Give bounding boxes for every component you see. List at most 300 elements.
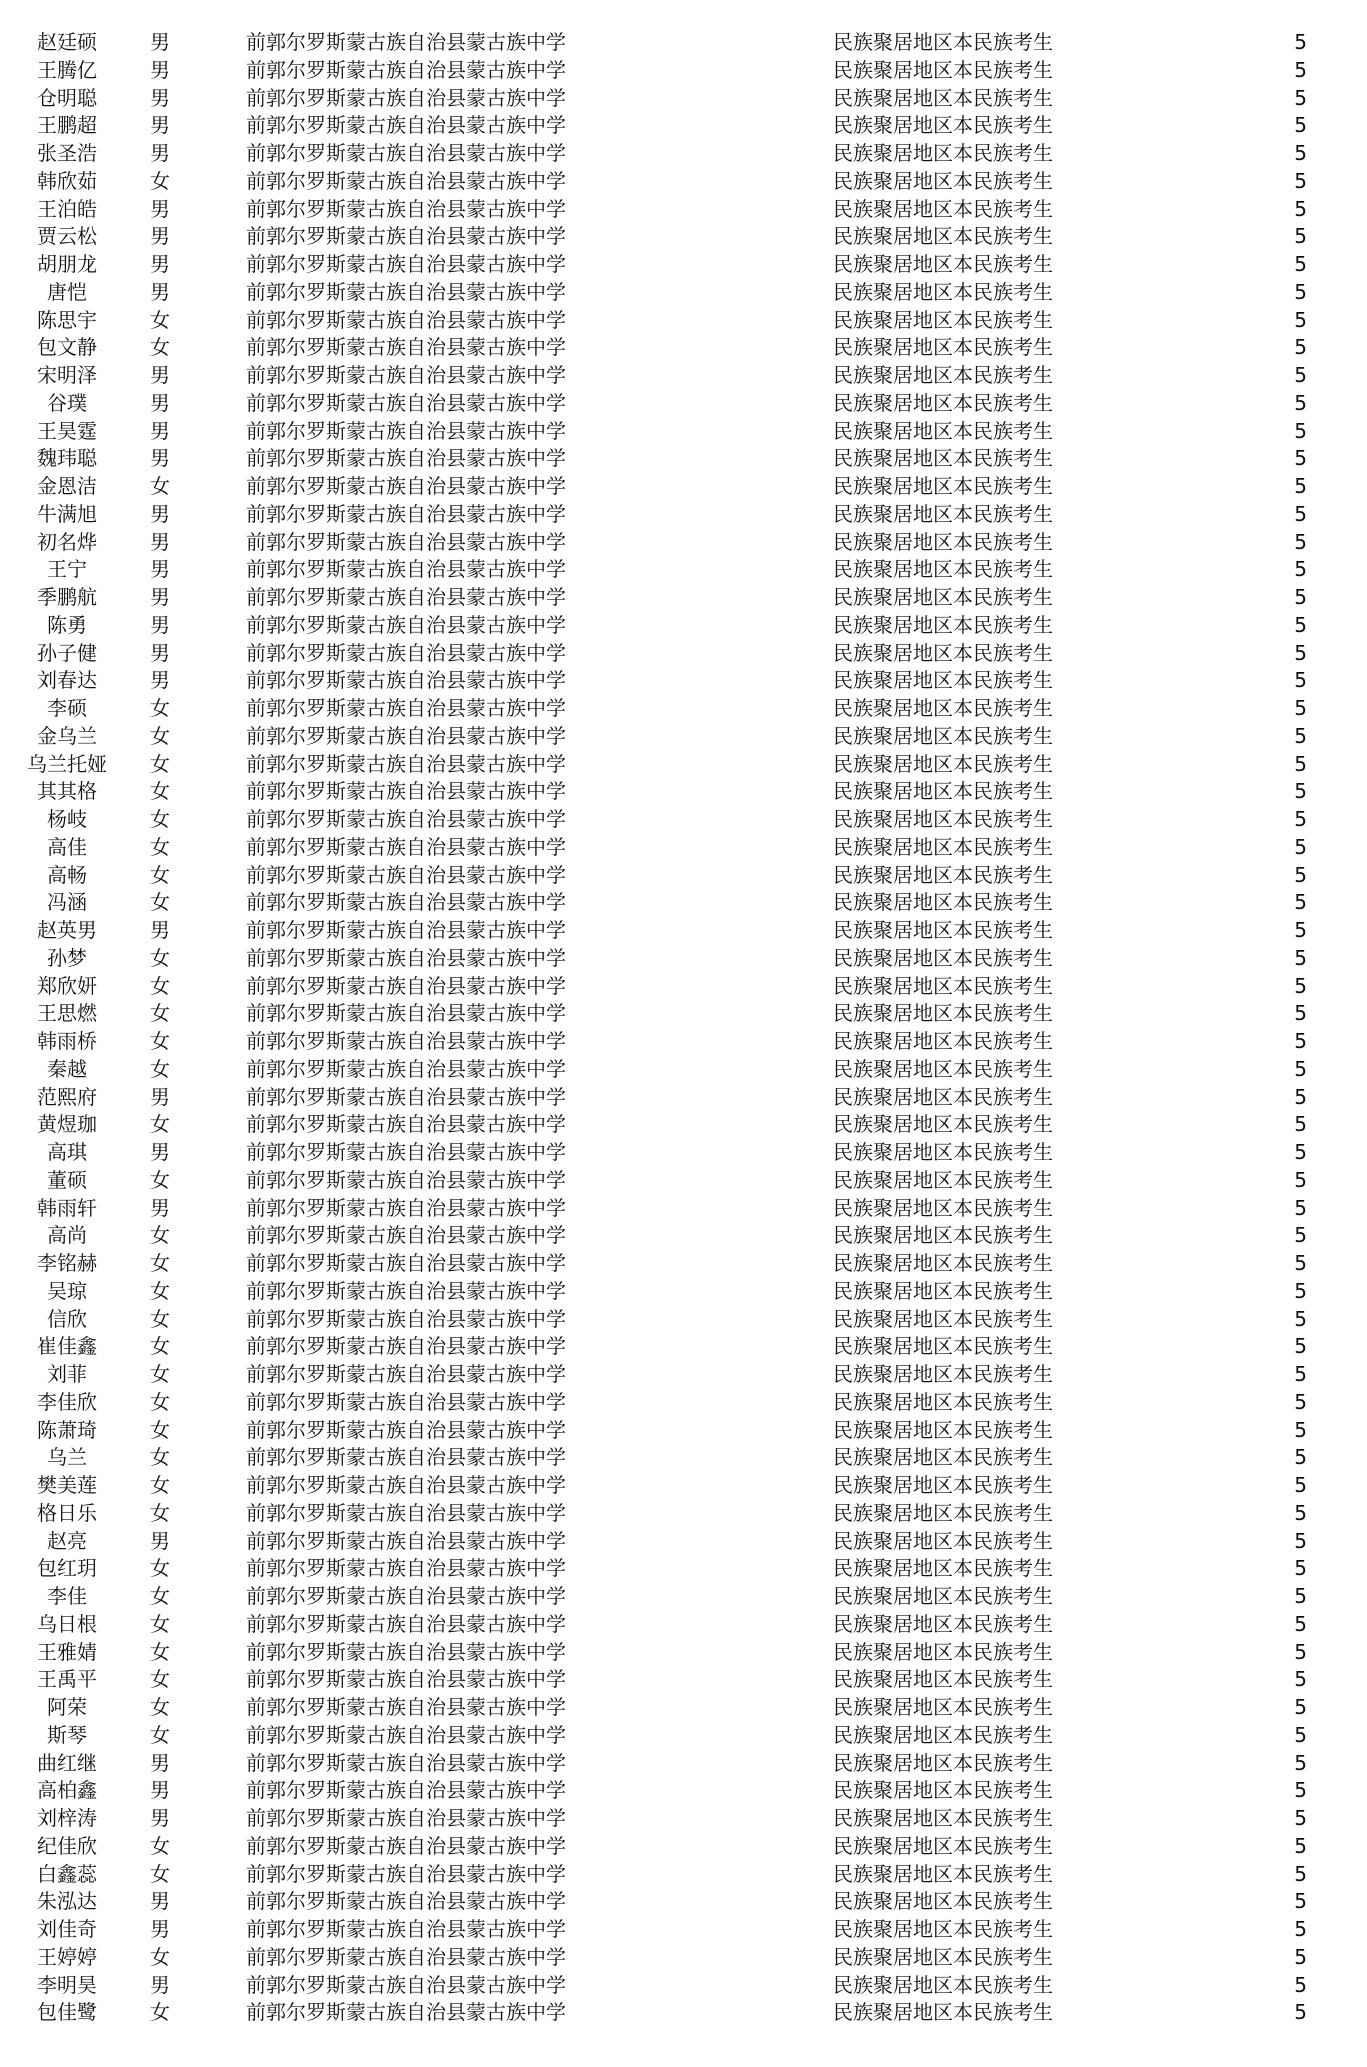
- school-name: 前郭尔罗斯蒙古族自治县蒙古族中学: [246, 890, 566, 915]
- school-name: 前郭尔罗斯蒙古族自治县蒙古族中学: [246, 279, 566, 304]
- exam-category: 民族聚居地区本民族考生: [833, 390, 1053, 415]
- school-name: 前郭尔罗斯蒙古族自治县蒙古族中学: [246, 1611, 566, 1636]
- student-gender: 女: [150, 335, 170, 360]
- exam-category: 民族聚居地区本民族考生: [833, 1639, 1053, 1664]
- student-gender: 男: [150, 668, 170, 693]
- student-gender: 男: [150, 1140, 170, 1164]
- school-name: 前郭尔罗斯蒙古族自治县蒙古族中学: [246, 2000, 566, 2025]
- student-name: 李佳欣: [37, 1389, 97, 1414]
- student-gender: 男: [150, 1084, 170, 1109]
- student-name: 赵亮: [47, 1528, 87, 1553]
- table-row: [0, 1583, 1367, 1611]
- school-name: 前郭尔罗斯蒙古族自治县蒙古族中学: [246, 640, 566, 665]
- school-name: 前郭尔罗斯蒙古族自治县蒙古族中学: [246, 168, 566, 193]
- student-gender: 女: [150, 1389, 170, 1414]
- bonus-score: 5: [1294, 612, 1307, 637]
- student-gender: 女: [150, 1306, 170, 1331]
- student-gender: 女: [150, 1639, 170, 1664]
- school-name: 前郭尔罗斯蒙古族自治县蒙古族中学: [246, 1473, 566, 1497]
- student-name: 范熙府: [37, 1084, 97, 1109]
- exam-category: 民族聚居地区本民族考生: [833, 224, 1053, 249]
- student-name: 贾云松: [37, 224, 97, 249]
- student-name: 孙梦: [47, 945, 87, 970]
- student-name: 陈萧琦: [37, 1417, 97, 1442]
- exam-category: 民族聚居地区本民族考生: [833, 1722, 1053, 1747]
- student-gender: 男: [150, 113, 170, 138]
- student-gender: 女: [150, 1611, 170, 1636]
- student-name: 纪佳欣: [37, 1833, 97, 1858]
- bonus-score: 5: [1294, 196, 1307, 221]
- bonus-score: 5: [1294, 1750, 1307, 1775]
- exam-category: 民族聚居地区本民族考生: [833, 668, 1053, 693]
- student-name: 斯琴: [47, 1722, 87, 1747]
- bonus-score: 5: [1294, 113, 1307, 138]
- student-name: 乌日根: [37, 1611, 97, 1636]
- exam-category: 民族聚居地区本民族考生: [833, 723, 1053, 748]
- school-name: 前郭尔罗斯蒙古族自治县蒙古族中学: [246, 1084, 566, 1109]
- table-row: [0, 1250, 1367, 1278]
- student-name: 格日乐: [37, 1500, 97, 1525]
- student-gender: 女: [150, 1334, 170, 1359]
- student-name: 吴琼: [47, 1278, 87, 1303]
- school-name: 前郭尔罗斯蒙古族自治县蒙古族中学: [246, 973, 566, 998]
- bonus-score: 5: [1294, 1584, 1307, 1608]
- student-gender: 男: [150, 612, 170, 637]
- student-gender: 男: [150, 30, 170, 54]
- exam-category: 民族聚居地区本民族考生: [833, 474, 1053, 498]
- student-name: 金恩洁: [37, 474, 97, 498]
- student-gender: 女: [150, 1112, 170, 1137]
- student-name: 王昊霆: [37, 418, 97, 443]
- school-name: 前郭尔罗斯蒙古族自治县蒙古族中学: [246, 1528, 566, 1553]
- student-name: 王泊皓: [37, 196, 97, 221]
- exam-category: 民族聚居地区本民族考生: [833, 807, 1053, 831]
- table-row: [0, 1195, 1367, 1223]
- bonus-score: 5: [1294, 1556, 1307, 1581]
- table-row: [0, 945, 1367, 973]
- bonus-score: 5: [1294, 1944, 1307, 1969]
- school-name: 前郭尔罗斯蒙古族自治县蒙古族中学: [246, 446, 566, 471]
- school-name: 前郭尔罗斯蒙古族自治县蒙古族中学: [246, 1417, 566, 1442]
- student-gender: 男: [150, 57, 170, 82]
- student-name: 李明昊: [37, 1972, 97, 1997]
- student-name: 刘菲: [47, 1362, 87, 1386]
- student-name: 韩雨桥: [37, 1029, 97, 1053]
- student-name: 高佳: [47, 834, 87, 859]
- bonus-score: 5: [1294, 1278, 1307, 1303]
- bonus-score: 5: [1294, 390, 1307, 415]
- student-name: 胡朋龙: [37, 252, 97, 276]
- student-gender: 女: [150, 1223, 170, 1248]
- table-row: [0, 806, 1367, 834]
- bonus-score: 5: [1294, 1417, 1307, 1442]
- bonus-score: 5: [1294, 529, 1307, 554]
- school-name: 前郭尔罗斯蒙古族自治县蒙古族中学: [246, 1778, 566, 1803]
- exam-category: 民族聚居地区本民族考生: [833, 363, 1053, 387]
- student-gender: 女: [150, 1500, 170, 1525]
- student-gender: 男: [150, 1917, 170, 1941]
- bonus-score: 5: [1294, 1306, 1307, 1331]
- student-name: 郑欣妍: [37, 973, 97, 998]
- table-row: [0, 1500, 1367, 1528]
- bonus-score: 5: [1294, 1917, 1307, 1941]
- table-row: [0, 1916, 1367, 1944]
- table-row: [0, 862, 1367, 890]
- student-gender: 女: [150, 1001, 170, 1026]
- table-row: [0, 1084, 1367, 1112]
- table-row: [0, 1694, 1367, 1722]
- student-name: 李佳: [47, 1584, 87, 1608]
- exam-category: 民族聚居地区本民族考生: [833, 335, 1053, 360]
- exam-category: 民族聚居地区本民族考生: [833, 1334, 1053, 1359]
- school-name: 前郭尔罗斯蒙古族自治县蒙古族中学: [246, 1667, 566, 1692]
- bonus-score: 5: [1294, 1889, 1307, 1914]
- table-row: [0, 1805, 1367, 1833]
- student-gender: 女: [150, 1473, 170, 1497]
- exam-category: 民族聚居地区本民族考生: [833, 1778, 1053, 1803]
- student-name: 董硕: [47, 1167, 87, 1192]
- bonus-score: 5: [1294, 224, 1307, 249]
- school-name: 前郭尔罗斯蒙古族自治县蒙古族中学: [246, 1584, 566, 1608]
- school-name: 前郭尔罗斯蒙古族自治县蒙古族中学: [246, 862, 566, 887]
- school-name: 前郭尔罗斯蒙古族自治县蒙古族中学: [246, 390, 566, 415]
- exam-category: 民族聚居地区本民族考生: [833, 1528, 1053, 1553]
- exam-category: 民族聚居地区本民族考生: [833, 501, 1053, 526]
- student-name: 崔佳鑫: [37, 1334, 97, 1359]
- student-gender: 男: [150, 501, 170, 526]
- table-row: [0, 778, 1367, 806]
- table-row: [0, 334, 1367, 362]
- bonus-score: 5: [1294, 1500, 1307, 1525]
- student-name: 陈思宇: [37, 307, 97, 332]
- table-row: [0, 1777, 1367, 1805]
- bonus-score: 5: [1294, 335, 1307, 360]
- school-name: 前郭尔罗斯蒙古族自治县蒙古族中学: [246, 1334, 566, 1359]
- school-name: 前郭尔罗斯蒙古族自治县蒙古族中学: [246, 1029, 566, 1053]
- school-name: 前郭尔罗斯蒙古族自治县蒙古族中学: [246, 918, 566, 942]
- exam-category: 民族聚居地区本民族考生: [833, 1278, 1053, 1303]
- table-row: [0, 889, 1367, 917]
- bonus-score: 5: [1294, 751, 1307, 776]
- student-gender: 女: [150, 1417, 170, 1442]
- exam-category: 民族聚居地区本民族考生: [833, 141, 1053, 165]
- student-name: 刘春达: [37, 668, 97, 693]
- bonus-score: 5: [1294, 1084, 1307, 1109]
- student-gender: 男: [150, 85, 170, 110]
- exam-category: 民族聚居地区本民族考生: [833, 1972, 1053, 1997]
- student-name: 张圣浩: [37, 141, 97, 165]
- exam-category: 民族聚居地区本民族考生: [833, 640, 1053, 665]
- school-name: 前郭尔罗斯蒙古族自治县蒙古族中学: [246, 196, 566, 221]
- table-row: [0, 473, 1367, 501]
- exam-category: 民族聚居地区本民族考生: [833, 1695, 1053, 1719]
- exam-category: 民族聚居地区本民族考生: [833, 1667, 1053, 1692]
- student-gender: 女: [150, 1251, 170, 1275]
- student-name: 刘梓涛: [37, 1806, 97, 1830]
- student-name: 唐恺: [47, 279, 87, 304]
- bonus-score: 5: [1294, 474, 1307, 498]
- school-name: 前郭尔罗斯蒙古族自治县蒙古族中学: [246, 1944, 566, 1969]
- student-name: 高柏鑫: [37, 1778, 97, 1803]
- student-name: 高畅: [47, 862, 87, 887]
- school-name: 前郭尔罗斯蒙古族自治县蒙古族中学: [246, 807, 566, 831]
- school-name: 前郭尔罗斯蒙古族自治县蒙古族中学: [246, 1223, 566, 1248]
- school-name: 前郭尔罗斯蒙古族自治县蒙古族中学: [246, 307, 566, 332]
- table-row: [0, 279, 1367, 307]
- table-row: [0, 1111, 1367, 1139]
- student-name: 王禹平: [37, 1667, 97, 1692]
- student-name: 赵廷硕: [37, 30, 97, 54]
- student-name: 包文静: [37, 335, 97, 360]
- exam-category: 民族聚居地区本民族考生: [833, 2000, 1053, 2025]
- exam-category: 民族聚居地区本民族考生: [833, 1306, 1053, 1331]
- student-name: 高琪: [47, 1140, 87, 1164]
- exam-category: 民族聚居地区本民族考生: [833, 1750, 1053, 1775]
- student-gender: 男: [150, 529, 170, 554]
- table-row: [0, 307, 1367, 335]
- table-row: [0, 85, 1367, 113]
- bonus-score: 5: [1294, 418, 1307, 443]
- student-name: 黄煜珈: [37, 1112, 97, 1137]
- student-name: 曲红继: [37, 1750, 97, 1775]
- student-name: 包佳鹭: [37, 2000, 97, 2025]
- table-row: [0, 1444, 1367, 1472]
- student-gender: 女: [150, 1556, 170, 1581]
- student-name: 韩欣茹: [37, 168, 97, 193]
- bonus-score: 5: [1294, 1695, 1307, 1719]
- exam-category: 民族聚居地区本民族考生: [833, 1112, 1053, 1137]
- bonus-score: 5: [1294, 723, 1307, 748]
- bonus-score: 5: [1294, 1056, 1307, 1081]
- exam-category: 民族聚居地区本民族考生: [833, 862, 1053, 887]
- school-name: 前郭尔罗斯蒙古族自治县蒙古族中学: [246, 779, 566, 804]
- student-name: 韩雨轩: [37, 1195, 97, 1220]
- school-name: 前郭尔罗斯蒙古族自治县蒙古族中学: [246, 335, 566, 360]
- student-name: 王婷婷: [37, 1944, 97, 1969]
- exam-category: 民族聚居地区本民族考生: [833, 890, 1053, 915]
- school-name: 前郭尔罗斯蒙古族自治县蒙古族中学: [246, 1389, 566, 1414]
- exam-category: 民族聚居地区本民族考生: [833, 1195, 1053, 1220]
- exam-category: 民族聚居地区本民族考生: [833, 168, 1053, 193]
- student-gender: 男: [150, 640, 170, 665]
- bonus-score: 5: [1294, 85, 1307, 110]
- exam-category: 民族聚居地区本民族考生: [833, 196, 1053, 221]
- student-name: 阿荣: [47, 1695, 87, 1719]
- bonus-score: 5: [1294, 1611, 1307, 1636]
- student-gender: 女: [150, 1722, 170, 1747]
- school-name: 前郭尔罗斯蒙古族自治县蒙古族中学: [246, 1917, 566, 1941]
- exam-category: 民族聚居地区本民族考生: [833, 1944, 1053, 1969]
- exam-category: 民族聚居地区本民族考生: [833, 751, 1053, 776]
- student-gender: 男: [150, 418, 170, 443]
- student-gender: 女: [150, 1029, 170, 1053]
- bonus-score: 5: [1294, 168, 1307, 193]
- table-row: [0, 1833, 1367, 1861]
- table-row: [0, 1639, 1367, 1667]
- table-row: [0, 612, 1367, 640]
- bonus-score: 5: [1294, 501, 1307, 526]
- student-gender: 女: [150, 973, 170, 998]
- school-name: 前郭尔罗斯蒙古族自治县蒙古族中学: [246, 224, 566, 249]
- bonus-score: 5: [1294, 1639, 1307, 1664]
- table-row: [0, 1972, 1367, 2000]
- exam-category: 民族聚居地区本民族考生: [833, 945, 1053, 970]
- exam-category: 民族聚居地区本民族考生: [833, 529, 1053, 554]
- exam-category: 民族聚居地区本民族考生: [833, 1833, 1053, 1858]
- school-name: 前郭尔罗斯蒙古族自治县蒙古族中学: [246, 1556, 566, 1581]
- table-row: [0, 362, 1367, 390]
- table-row: [0, 917, 1367, 945]
- bonus-score: 5: [1294, 1972, 1307, 1997]
- bonus-score: 5: [1294, 1112, 1307, 1137]
- bonus-score: 5: [1294, 252, 1307, 276]
- table-row: [0, 640, 1367, 668]
- student-gender: 男: [150, 141, 170, 165]
- exam-category: 民族聚居地区本民族考生: [833, 1056, 1053, 1081]
- student-gender: 男: [150, 1806, 170, 1830]
- school-name: 前郭尔罗斯蒙古族自治县蒙古族中学: [246, 252, 566, 276]
- table-row: [0, 140, 1367, 168]
- exam-category: 民族聚居地区本民族考生: [833, 418, 1053, 443]
- school-name: 前郭尔罗斯蒙古族自治县蒙古族中学: [246, 668, 566, 693]
- exam-category: 民族聚居地区本民族考生: [833, 85, 1053, 110]
- school-name: 前郭尔罗斯蒙古族自治县蒙古族中学: [246, 113, 566, 138]
- student-gender: 女: [150, 834, 170, 859]
- school-name: 前郭尔罗斯蒙古族自治县蒙古族中学: [246, 57, 566, 82]
- school-name: 前郭尔罗斯蒙古族自治县蒙古族中学: [246, 1306, 566, 1331]
- bonus-score: 5: [1294, 1861, 1307, 1886]
- table-row: [0, 584, 1367, 612]
- exam-category: 民族聚居地区本民族考生: [833, 113, 1053, 138]
- student-name: 陈勇: [47, 612, 87, 637]
- school-name: 前郭尔罗斯蒙古族自治县蒙古族中学: [246, 1750, 566, 1775]
- student-name: 樊美莲: [37, 1473, 97, 1497]
- table-row: [0, 196, 1367, 224]
- exam-category: 民族聚居地区本民族考生: [833, 1029, 1053, 1053]
- student-name: 牛满旭: [37, 501, 97, 526]
- student-gender: 男: [150, 279, 170, 304]
- school-name: 前郭尔罗斯蒙古族自治县蒙古族中学: [246, 1167, 566, 1192]
- exam-category: 民族聚居地区本民族考生: [833, 696, 1053, 720]
- bonus-score: 5: [1294, 1806, 1307, 1830]
- table-row: [0, 112, 1367, 140]
- table-row: [0, 1528, 1367, 1556]
- student-gender: 男: [150, 390, 170, 415]
- student-name: 高尚: [47, 1223, 87, 1248]
- school-name: 前郭尔罗斯蒙古族自治县蒙古族中学: [246, 1500, 566, 1525]
- bonus-score: 5: [1294, 1445, 1307, 1470]
- school-name: 前郭尔罗斯蒙古族自治县蒙古族中学: [246, 1278, 566, 1303]
- student-gender: 女: [150, 307, 170, 332]
- student-name: 赵英男: [37, 918, 97, 942]
- bonus-score: 5: [1294, 1029, 1307, 1053]
- school-name: 前郭尔罗斯蒙古族自治县蒙古族中学: [246, 696, 566, 720]
- bonus-score: 5: [1294, 279, 1307, 304]
- exam-category: 民族聚居地区本民族考生: [833, 307, 1053, 332]
- school-name: 前郭尔罗斯蒙古族自治县蒙古族中学: [246, 557, 566, 582]
- bonus-score: 5: [1294, 834, 1307, 859]
- table-row: [0, 1222, 1367, 1250]
- bonus-score: 5: [1294, 1833, 1307, 1858]
- bonus-score: 5: [1294, 862, 1307, 887]
- student-name: 信欣: [47, 1306, 87, 1331]
- table-row: [0, 1999, 1367, 2027]
- student-gender: 男: [150, 1528, 170, 1553]
- student-name: 魏玮聪: [37, 446, 97, 471]
- table-row: [0, 1722, 1367, 1750]
- bonus-score: 5: [1294, 973, 1307, 998]
- school-name: 前郭尔罗斯蒙古族自治县蒙古族中学: [246, 474, 566, 498]
- exam-category: 民族聚居地区本民族考生: [833, 1556, 1053, 1581]
- student-gender: 女: [150, 751, 170, 776]
- school-name: 前郭尔罗斯蒙古族自治县蒙古族中学: [246, 1806, 566, 1830]
- school-name: 前郭尔罗斯蒙古族自治县蒙古族中学: [246, 1695, 566, 1719]
- bonus-score: 5: [1294, 585, 1307, 609]
- bonus-score: 5: [1294, 141, 1307, 165]
- bonus-score: 5: [1294, 2000, 1307, 2025]
- table-row: [0, 1028, 1367, 1056]
- school-name: 前郭尔罗斯蒙古族自治县蒙古族中学: [246, 1972, 566, 1997]
- table-row: [0, 695, 1367, 723]
- student-roster-table: [0, 29, 1367, 2027]
- bonus-score: 5: [1294, 640, 1307, 665]
- exam-category: 民族聚居地区本民族考生: [833, 446, 1053, 471]
- student-name: 包红玥: [37, 1556, 97, 1581]
- bonus-score: 5: [1294, 57, 1307, 82]
- exam-category: 民族聚居地区本民族考生: [833, 1362, 1053, 1386]
- student-gender: 男: [150, 1972, 170, 1997]
- exam-category: 民族聚居地区本民族考生: [833, 1140, 1053, 1164]
- table-row: [0, 29, 1367, 57]
- school-name: 前郭尔罗斯蒙古族自治县蒙古族中学: [246, 585, 566, 609]
- student-gender: 女: [150, 1584, 170, 1608]
- exam-category: 民族聚居地区本民族考生: [833, 1611, 1053, 1636]
- school-name: 前郭尔罗斯蒙古族自治县蒙古族中学: [246, 363, 566, 387]
- table-row: [0, 418, 1367, 446]
- student-name: 谷璞: [47, 390, 87, 415]
- school-name: 前郭尔罗斯蒙古族自治县蒙古族中学: [246, 1251, 566, 1275]
- student-gender: 女: [150, 807, 170, 831]
- school-name: 前郭尔罗斯蒙古族自治县蒙古族中学: [246, 723, 566, 748]
- student-gender: 女: [150, 945, 170, 970]
- table-row: [0, 1750, 1367, 1778]
- school-name: 前郭尔罗斯蒙古族自治县蒙古族中学: [246, 529, 566, 554]
- exam-category: 民族聚居地区本民族考生: [833, 918, 1053, 942]
- student-gender: 女: [150, 696, 170, 720]
- student-gender: 男: [150, 585, 170, 609]
- exam-category: 民族聚居地区本民族考生: [833, 1500, 1053, 1525]
- exam-category: 民族聚居地区本民族考生: [833, 279, 1053, 304]
- school-name: 前郭尔罗斯蒙古族自治县蒙古族中学: [246, 1001, 566, 1026]
- bonus-score: 5: [1294, 779, 1307, 804]
- table-row: [0, 1417, 1367, 1445]
- student-name: 其其格: [37, 779, 97, 804]
- table-row: [0, 751, 1367, 779]
- table-row: [0, 1167, 1367, 1195]
- bonus-score: 5: [1294, 1195, 1307, 1220]
- table-row: [0, 390, 1367, 418]
- exam-category: 民族聚居地区本民族考生: [833, 612, 1053, 637]
- student-name: 金乌兰: [37, 723, 97, 748]
- exam-category: 民族聚居地区本民族考生: [833, 1445, 1053, 1470]
- exam-category: 民族聚居地区本民族考生: [833, 30, 1053, 54]
- table-row: [0, 973, 1367, 1001]
- student-name: 王雅婧: [37, 1639, 97, 1664]
- student-gender: 女: [150, 1056, 170, 1081]
- table-row: [0, 445, 1367, 473]
- school-name: 前郭尔罗斯蒙古族自治县蒙古族中学: [246, 1639, 566, 1664]
- student-gender: 女: [150, 723, 170, 748]
